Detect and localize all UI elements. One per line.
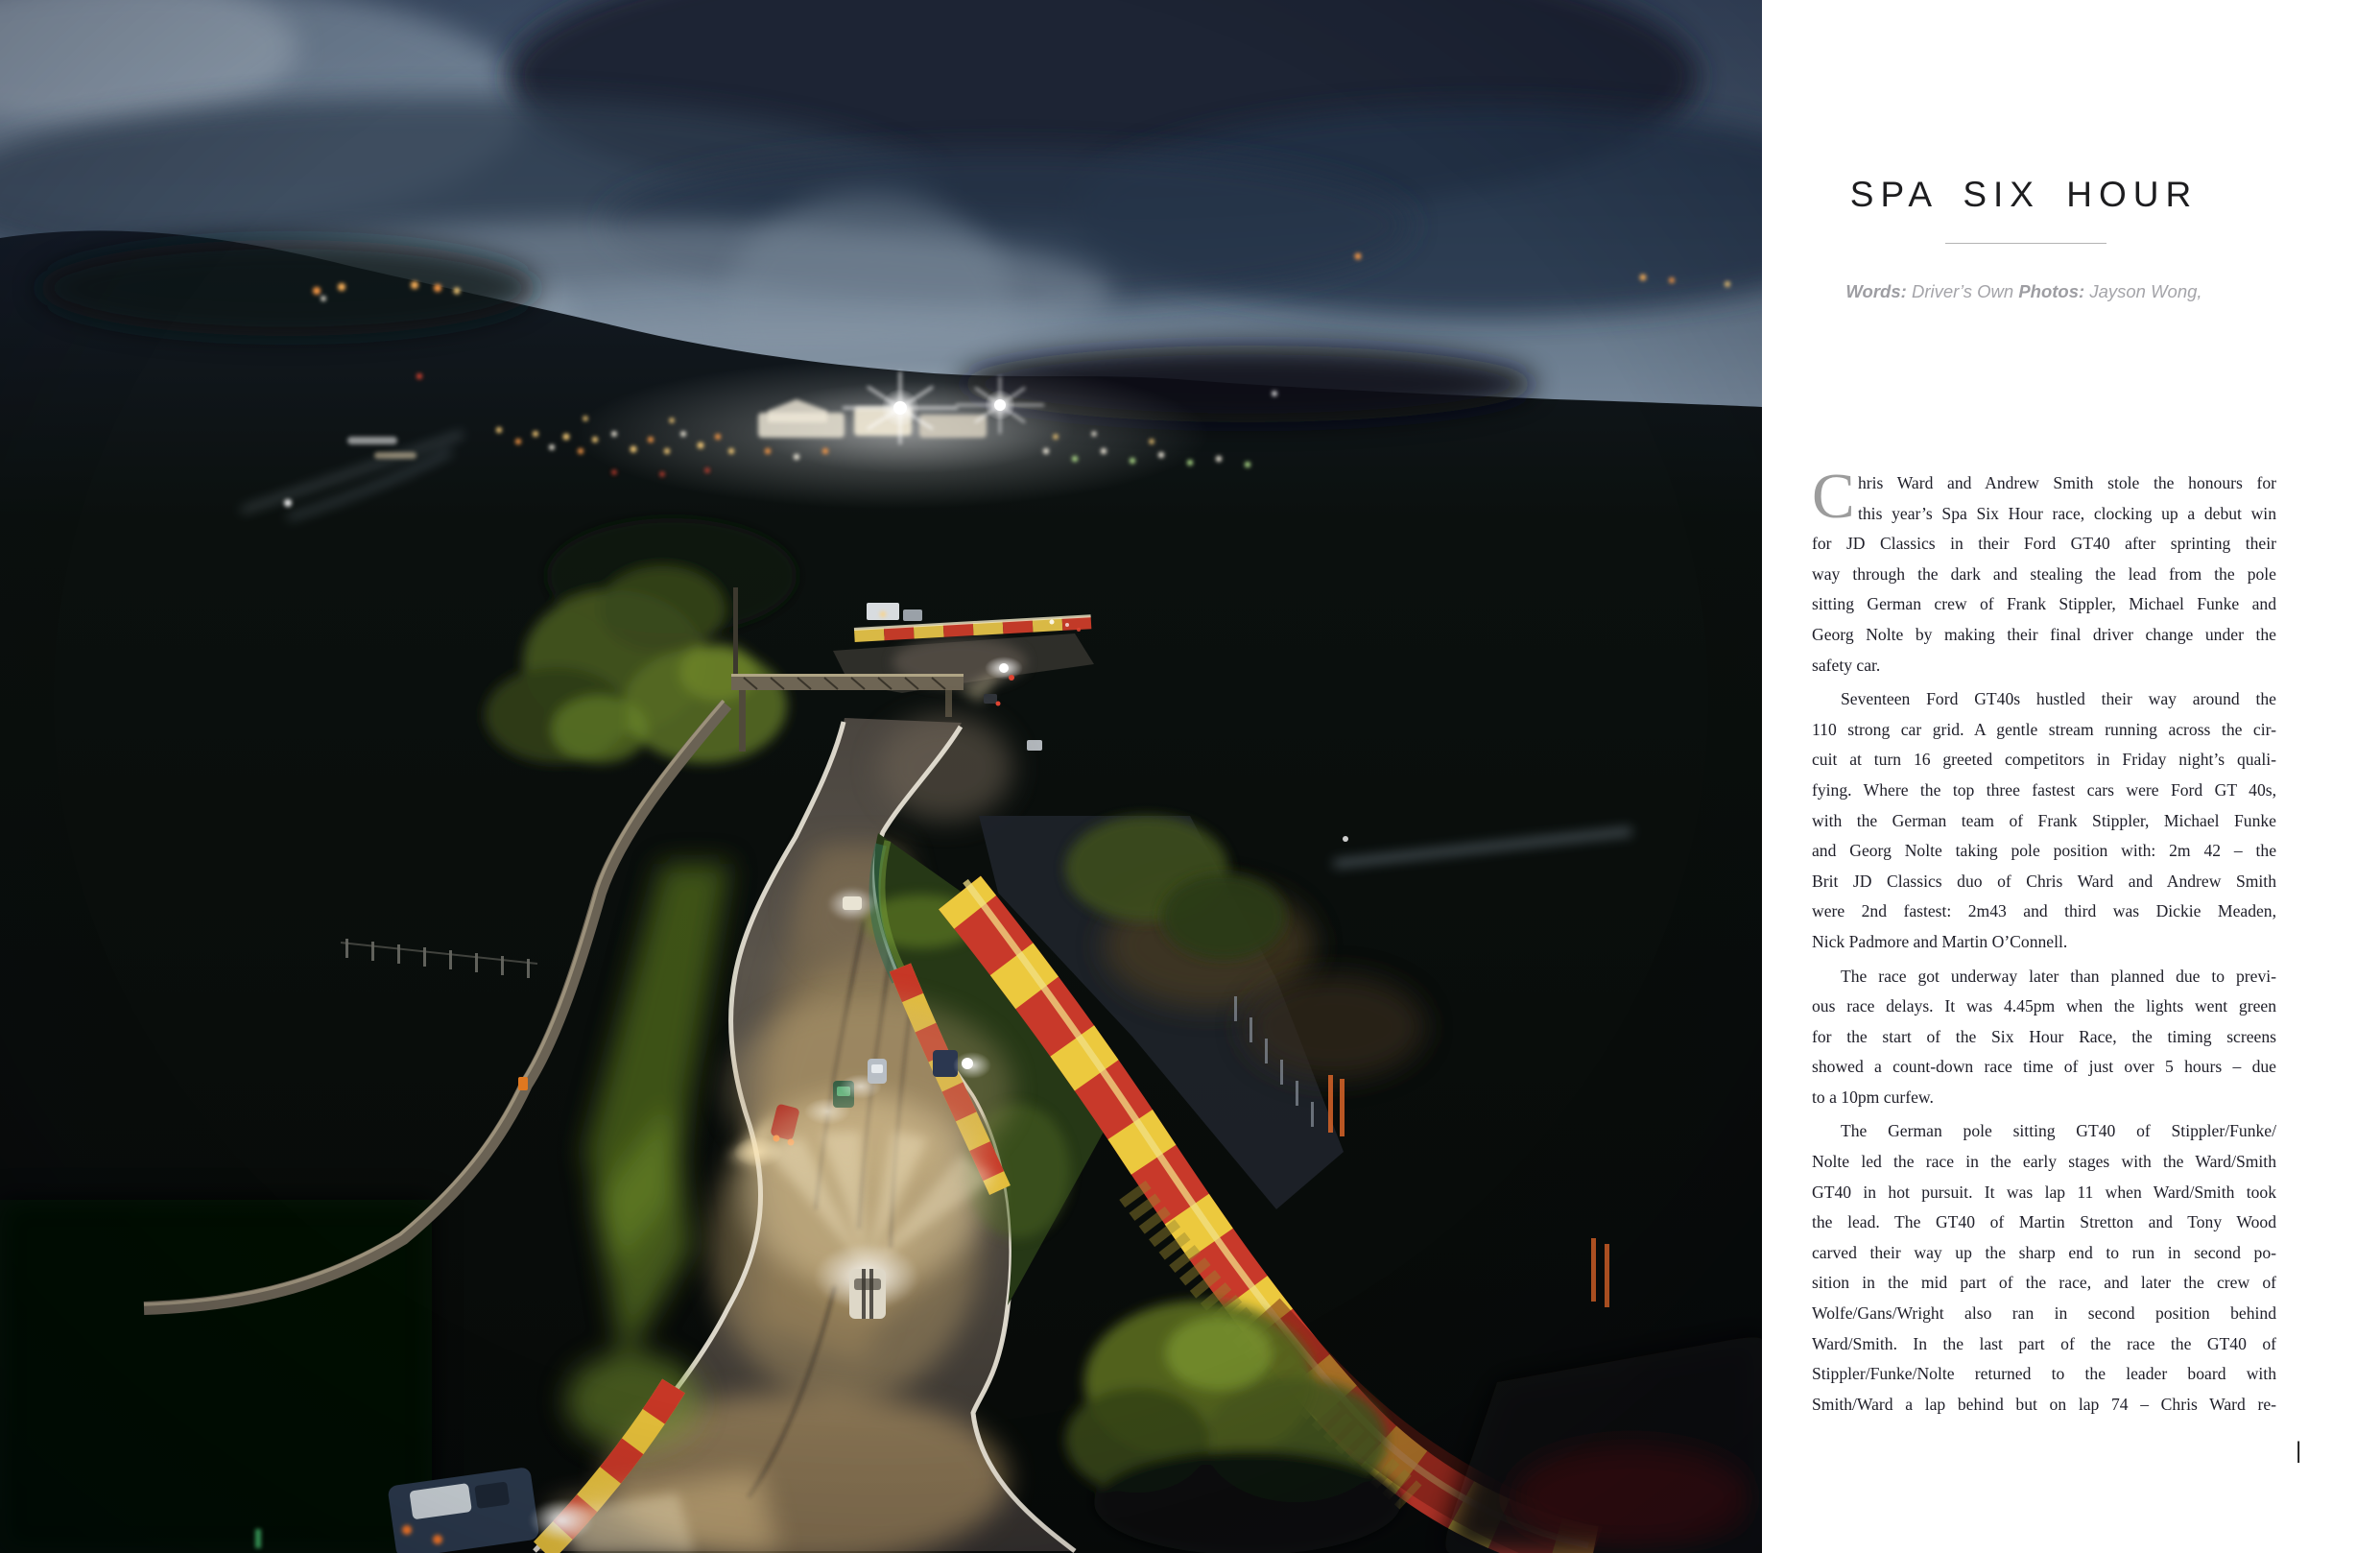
byline-photos-value: Jayson Wong, xyxy=(2089,281,2202,301)
page-number-marker: | xyxy=(2296,1438,2302,1464)
byline-words-label: Words: xyxy=(1845,281,1907,301)
body-line: with the German team of Frank Stippler, Michael Funke xyxy=(1812,810,2276,830)
body-line: Nolte led the race in the early stages with the Ward/Smith xyxy=(1812,1152,2276,1172)
drop-cap: C xyxy=(1812,461,1855,532)
body-line: hris Ward and Andrew Smith stole the honours for xyxy=(1858,473,2276,492)
body-line: ous race delays. It was 4.45pm when the lights went green xyxy=(1812,996,2276,1016)
body-line: and Georg Nolte taking pole position with: 2m 42 – the xyxy=(1812,841,2276,861)
body-line: for JD Classics in their Ford GT40 after sprinting their xyxy=(1812,534,2276,554)
body-line: showed a count-down race time of just over 5 hours – due xyxy=(1812,1057,2276,1077)
body-line: sition in the mid part of the race, and later the crew of xyxy=(1812,1273,2276,1293)
body-line: this year’s Spa Six Hour race, clocking up a debut win xyxy=(1858,503,2276,523)
byline-photos-label: Photos: xyxy=(2018,281,2085,301)
body-line: Nick Padmore and Martin O’Connell. xyxy=(1812,931,2068,951)
article-page xyxy=(1762,0,2380,1553)
body-line: were 2nd fastest: 2m43 and third was Dickie Meaden, xyxy=(1812,901,2276,921)
paragraph xyxy=(1812,461,2276,681)
body-line: The German pole sitting GT40 of Stippler/Funke/ xyxy=(1841,1121,2276,1141)
body-line: Georg Nolte by making their final driver change under the xyxy=(1812,624,2276,644)
body-line: Brit JD Classics duo of Chris Ward and Andrew Smith xyxy=(1812,871,2276,891)
body-line: for the start of the Six Hour Race, the timing screens xyxy=(1812,1026,2276,1046)
body-line: way through the dark and stealing the lead from the pole xyxy=(1812,563,2276,584)
body-line: fying. Where the top three fastest cars were Ford GT 40s, xyxy=(1812,779,2276,800)
paragraph xyxy=(1812,962,2276,1113)
body-line: GT40 in hot pursuit. It was lap 11 when Ward/Smith took xyxy=(1812,1182,2276,1202)
paragraph xyxy=(1812,684,2276,957)
body-line: Wolfe/Gans/Wright also ran in second position behind xyxy=(1812,1303,2276,1324)
body-line: to a 10pm curfew. xyxy=(1812,1087,1934,1107)
body-line: carved their way up the sharp end to run in second po- xyxy=(1812,1242,2276,1262)
body-line: Ward/Smith. In the last part of the race the GT40 of xyxy=(1812,1333,2276,1353)
byline xyxy=(1812,281,2236,302)
body-line: Smith/Ward a lap behind but on lap 74 – Chris Ward re- xyxy=(1812,1394,2276,1414)
body-line: cuit at turn 16 greeted competitors in Friday night’s quali- xyxy=(1812,750,2276,770)
body-line: Stippler/Funke/Nolte returned to the leader board with xyxy=(1812,1364,2276,1384)
body-line: the lead. The GT40 of Martin Stretton and Tony Wood xyxy=(1812,1212,2276,1232)
body-line: 110 strong car grid. A gentle stream running across the cir- xyxy=(1812,719,2276,739)
title-divider xyxy=(1945,243,2106,244)
byline-words-value: Driver’s Own xyxy=(1911,281,2014,301)
paragraph xyxy=(1812,1116,2276,1420)
body-line: The race got underway later than planned due to previ- xyxy=(1841,966,2276,986)
article-body xyxy=(1812,461,2276,1420)
body-line: safety car. xyxy=(1812,655,1881,675)
body-line: Seventeen Ford GT40s hustled their way around the xyxy=(1841,689,2276,709)
body-line: sitting German crew of Frank Stippler, Michael Funke and xyxy=(1812,594,2276,614)
page-title: SPA SIX HOUR xyxy=(1849,175,2199,214)
